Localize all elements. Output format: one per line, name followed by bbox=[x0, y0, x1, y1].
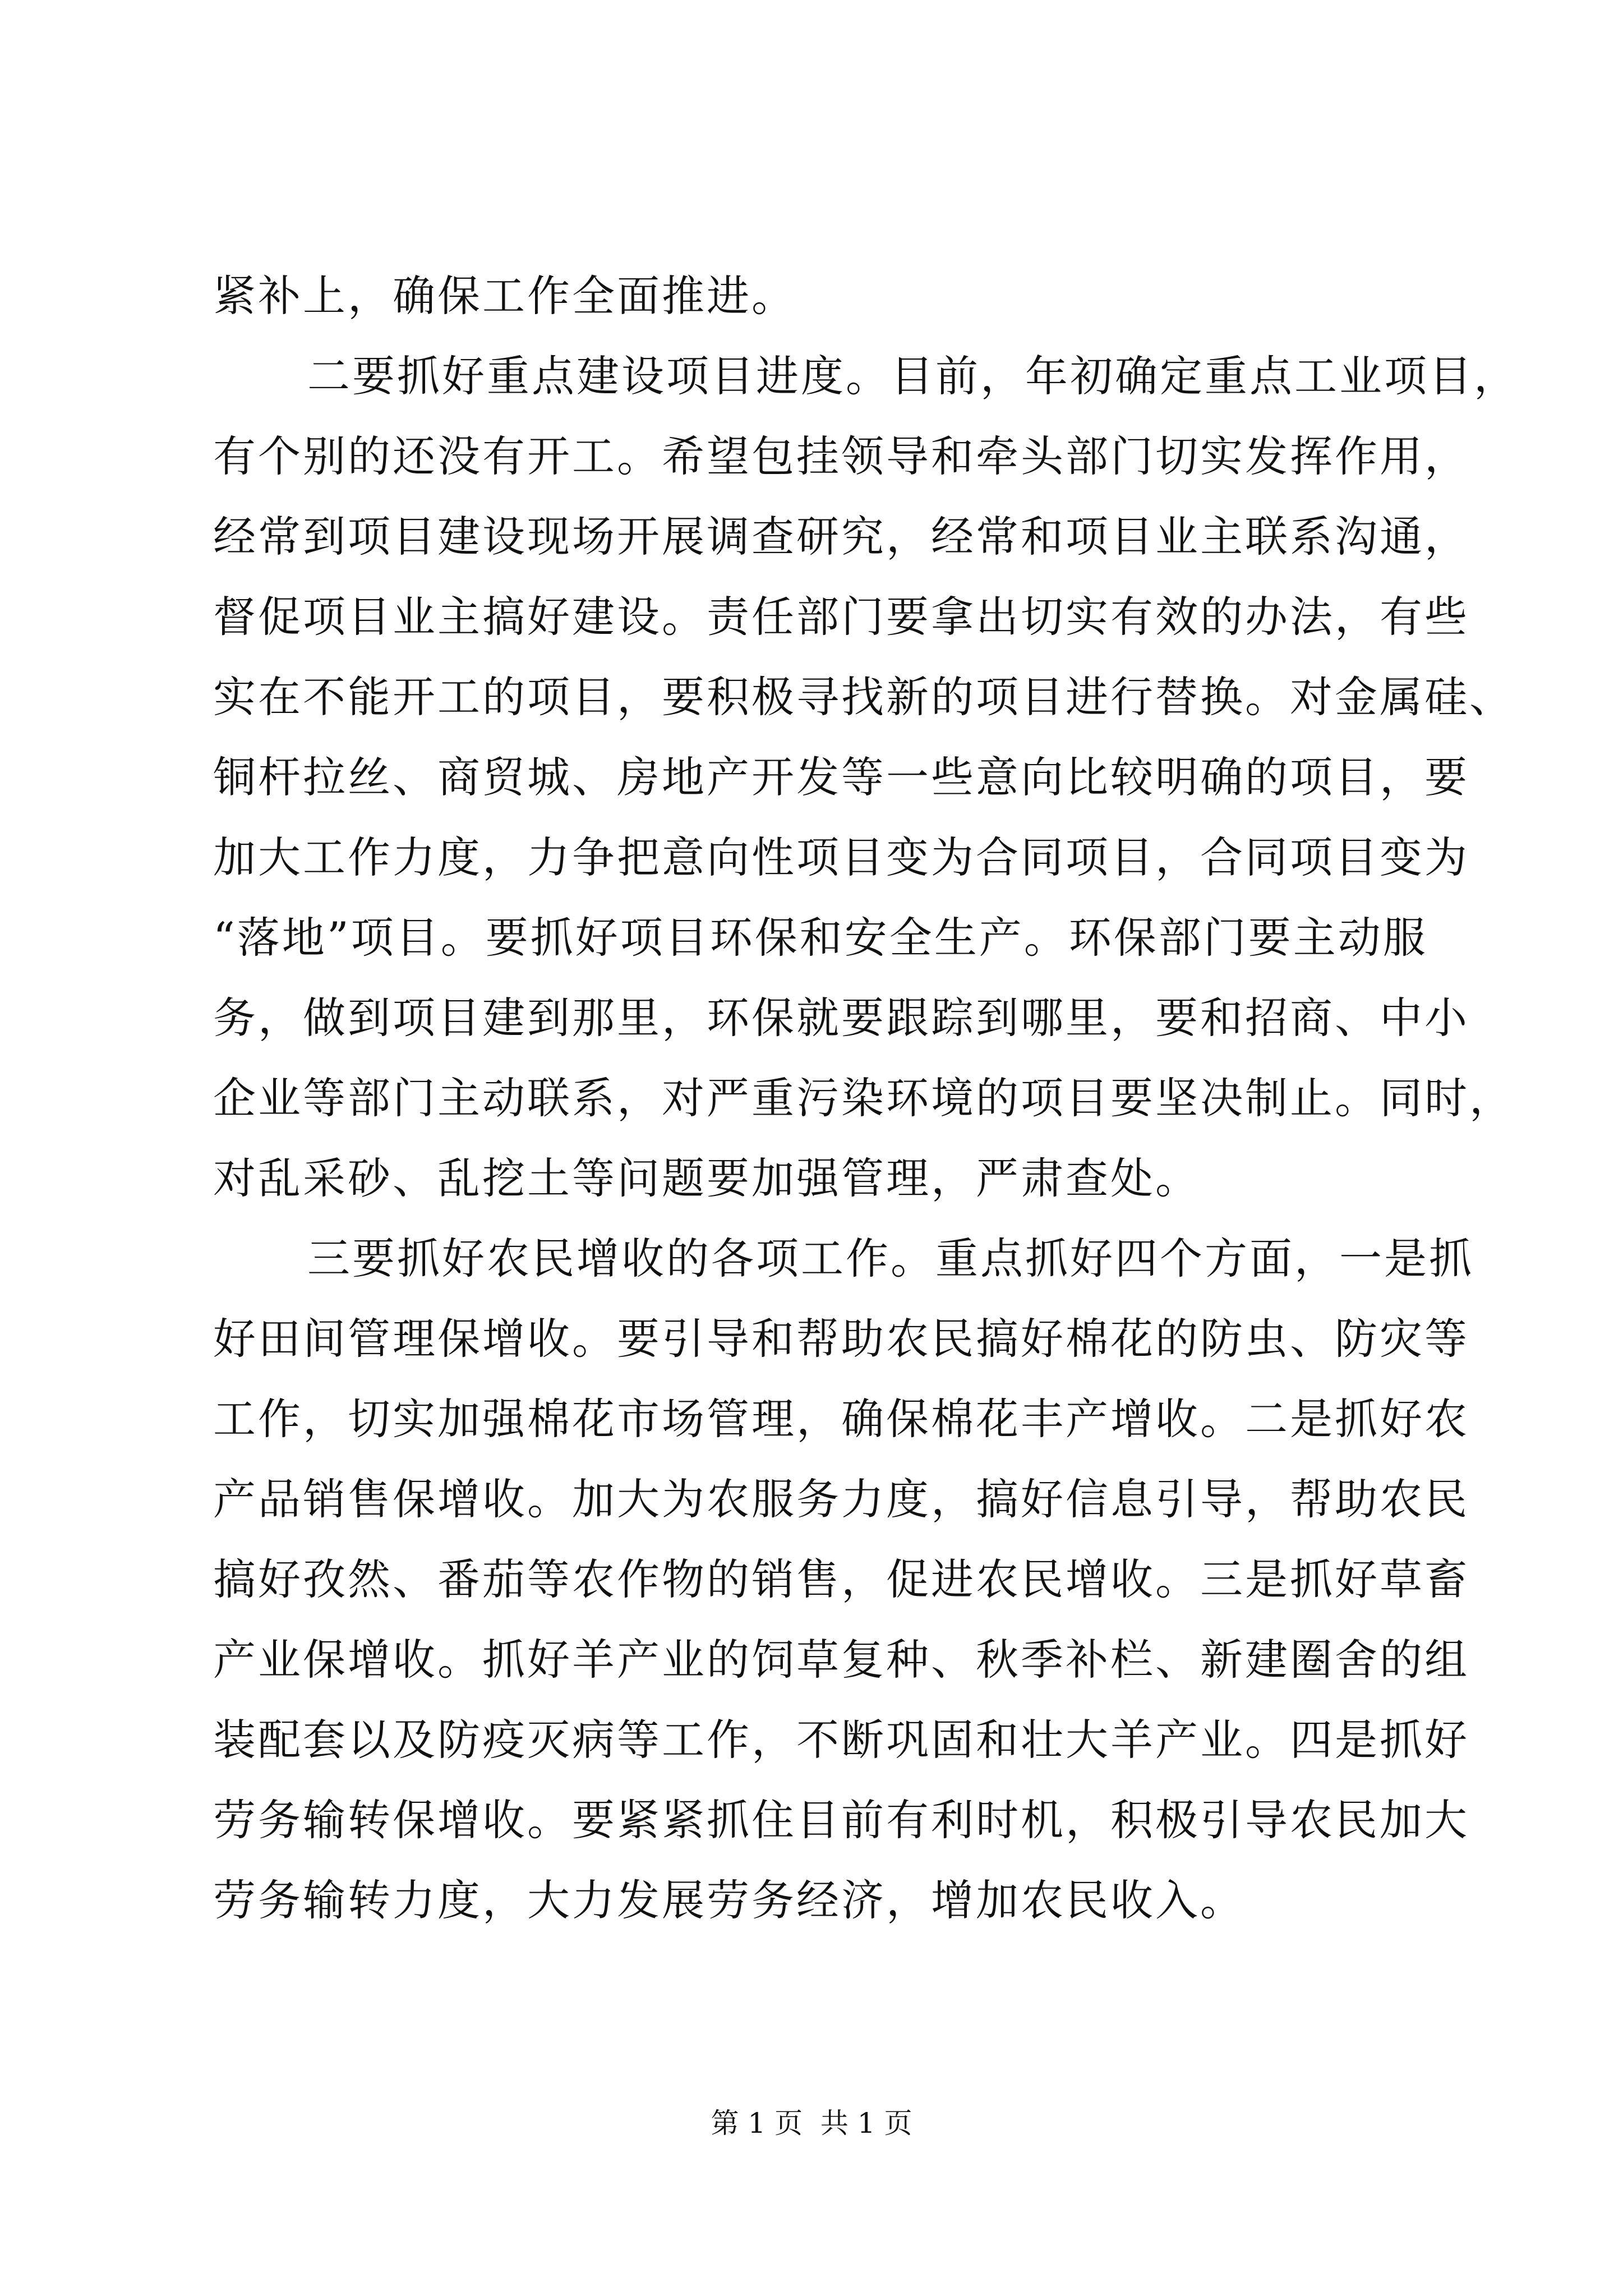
text-line: 实在不能开工的项目，要积极寻找新的项目进行替换。对金属硅、 bbox=[213, 672, 1514, 722]
text-line: 产品销售保增收。加大为农服务力度，搞好信息引导，帮助农民 bbox=[213, 1474, 1469, 1524]
text-line: 紧补上，确保工作全面推进。 bbox=[213, 271, 796, 321]
text-line: “落地”项目。要抓好项目环保和安全生产。环保部门要主动服 bbox=[213, 913, 1428, 963]
document-body bbox=[213, 256, 1519, 1940]
text-line: 督促项目业主搞好建设。责任部门要拿出切实有效的办法，有些 bbox=[213, 592, 1469, 642]
text-line: 务，做到项目建到那里，环保就要跟踪到哪里，要和招商、中小 bbox=[213, 993, 1469, 1043]
text-line: 劳务输转保增收。要紧紧抓住目前有利时机，积极引导农民加大 bbox=[213, 1795, 1469, 1845]
text-line: 搞好孜然、番茄等农作物的销售，促进农民增收。三是抓好草畜 bbox=[213, 1554, 1469, 1604]
text-line: 装配套以及防疫灭病等工作，不断巩固和壮大羊产业。四是抓好 bbox=[213, 1715, 1469, 1765]
text-line: 好田间管理保增收。要引导和帮助农民搞好棉花的防虫、防灾等 bbox=[213, 1314, 1469, 1364]
paragraph-first-line: 三要抓好农民增收的各项工作。重点抓好四个方面，一是抓 bbox=[307, 1234, 1474, 1283]
text-line: 有个别的还没有开工。希望包挂领导和牵头部门切实发挥作用， bbox=[213, 431, 1469, 481]
paragraph-first-line: 二要抓好重点建设项目进度。目前，年初确定重点工业项目， bbox=[307, 351, 1519, 401]
text-line: 经常到项目建设现场开展调查研究，经常和项目业主联系沟通， bbox=[213, 512, 1469, 562]
text-line: 劳务输转力度，大力发展劳务经济，增加农民收入。 bbox=[213, 1875, 1245, 1925]
text-line: 对乱采砂、乱挖土等问题要加强管理，严肃查处。 bbox=[213, 1153, 1200, 1203]
text-line: 企业等部门主动联系，对严重污染环境的项目要坚决制止。同时， bbox=[213, 1073, 1514, 1123]
text-line: 产业保增收。抓好羊产业的饲草复种、秋季补栏、新建圈舍的组 bbox=[213, 1635, 1469, 1685]
text-line: 铜杆拉丝、商贸城、房地产开发等一些意向比较明确的项目，要 bbox=[213, 752, 1469, 802]
text-line: 工作，切实加强棉花市场管理，确保棉花丰产增收。二是抓好农 bbox=[213, 1394, 1469, 1444]
text-line: 加大工作力度，力争把意向性项目变为合同项目，合同项目变为 bbox=[213, 832, 1469, 882]
page-footer: 第 1 页 共 1 页 bbox=[711, 2107, 912, 2139]
